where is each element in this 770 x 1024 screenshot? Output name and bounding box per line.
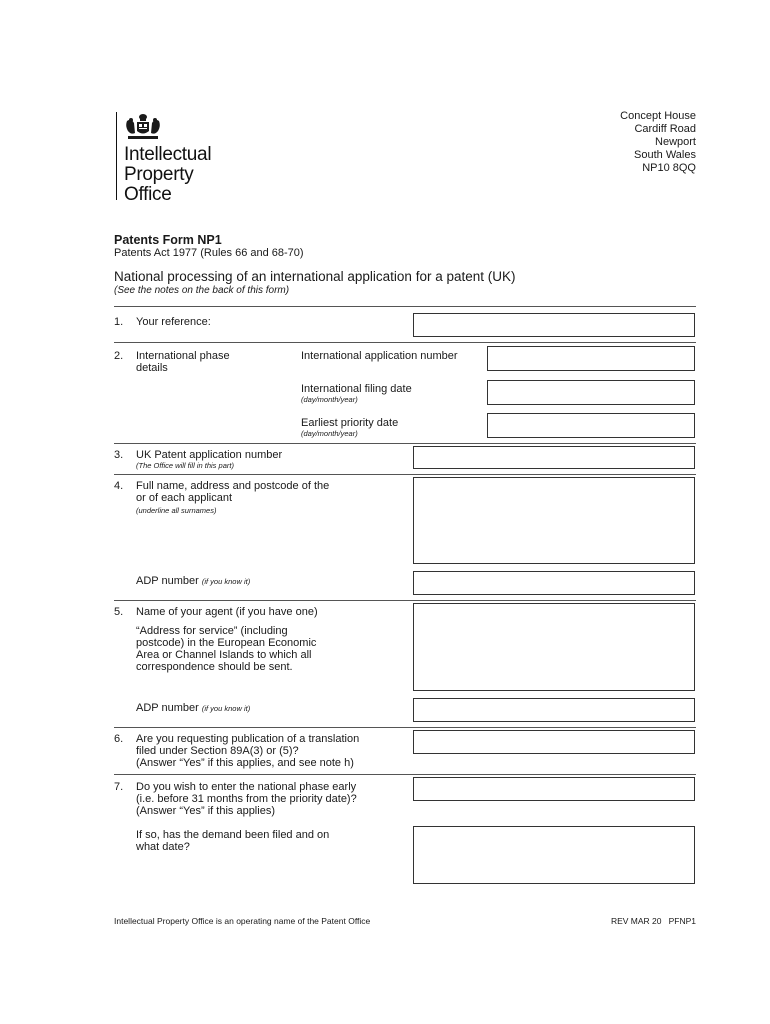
q2-label-line2: details <box>136 362 168 374</box>
adp-hint: (if you know it) <box>201 577 251 586</box>
q5-label: Name of your agent (if you have one) <box>136 606 318 618</box>
logo-line-2: Property <box>124 164 194 185</box>
ipo-logo-text <box>124 145 211 205</box>
your-reference-field[interactable] <box>413 313 695 337</box>
q4-adp-label <box>136 575 250 587</box>
q3-label: UK Patent application number <box>136 449 283 461</box>
logo-divider <box>116 112 117 200</box>
section-divider <box>114 474 696 475</box>
q4-label-line2: or of each applicant <box>136 492 233 504</box>
address-line: Cardiff Road <box>634 123 696 135</box>
adp-number-label: ADP number <box>136 702 199 714</box>
q4-hint: (underline all surnames) <box>136 506 217 515</box>
q5-service-line2: postcode) in the European Economic <box>136 637 317 649</box>
q5-service-line3: Area or Channel Islands to which all <box>136 649 312 661</box>
uk-patent-application-number-field[interactable] <box>413 446 695 469</box>
footer-note: Intellectual Property Office is an operating name of the Patent Office <box>114 916 371 926</box>
q1-number: 1. <box>114 316 124 328</box>
form-title: Patents Form NP1 <box>114 233 222 247</box>
applicant-adp-number-field[interactable] <box>413 571 695 595</box>
form-note: (See the notes on the back of this form) <box>114 285 290 296</box>
international-filing-date-label: International filing date <box>301 383 412 395</box>
address-line: NP10 8QQ <box>642 162 696 174</box>
address-line: Newport <box>655 136 696 148</box>
applicant-details-field[interactable] <box>413 477 695 564</box>
q6-line2: filed under Section 89A(3) or (5)? <box>136 745 299 757</box>
q7-line3: (Answer “Yes” if this applies) <box>136 805 275 817</box>
section-divider <box>114 342 696 343</box>
q7-demand-line1: If so, has the demand been filed and on <box>136 829 330 841</box>
q7-line2: (i.e. before 31 months from the priority date)? <box>136 793 357 805</box>
q1-label: Your reference: <box>136 316 211 328</box>
office-address <box>620 110 696 175</box>
logo-line-3: Office <box>124 184 172 205</box>
q6-line3: (Answer “Yes” if this applies, and see note h) <box>136 757 354 769</box>
early-national-phase-field[interactable] <box>413 777 695 801</box>
q6-line1: Are you requesting publication of a translation <box>136 733 360 745</box>
address-line: Concept House <box>620 110 696 122</box>
international-application-number-field[interactable] <box>487 346 695 371</box>
earliest-priority-date-label: Earliest priority date <box>301 417 399 429</box>
agent-adp-number-field[interactable] <box>413 698 695 722</box>
address-line: South Wales <box>634 149 696 161</box>
q2-label-line1: International phase <box>136 350 230 362</box>
section-divider <box>114 727 696 728</box>
priority-date-hint: (day/month/year) <box>301 429 358 438</box>
q7-demand-line2: what date? <box>136 841 190 853</box>
international-application-number-label: International application number <box>301 350 458 362</box>
q4-label-line1: Full name, address and postcode of the <box>136 480 330 492</box>
q5-adp-label <box>136 702 250 714</box>
translation-publication-field[interactable] <box>413 730 695 754</box>
form-act: Patents Act 1977 (Rules 66 and 68-70) <box>114 247 304 259</box>
q7-number: 7. <box>114 781 124 793</box>
earliest-priority-date-field[interactable] <box>487 413 695 438</box>
international-filing-date-field[interactable] <box>487 380 695 405</box>
form-revision: REV MAR 20 PFNP1 <box>610 916 696 926</box>
adp-number-label: ADP number <box>136 575 199 587</box>
section-divider <box>114 600 696 601</box>
q6-number: 6. <box>114 733 124 745</box>
section-divider <box>114 306 696 307</box>
q3-hint: (The Office will fill in this part) <box>136 461 234 470</box>
filing-date-hint: (day/month/year) <box>301 395 358 404</box>
section-divider <box>114 443 696 444</box>
q5-service-line1: “Address for service” (including <box>136 625 288 637</box>
section-divider <box>114 774 696 775</box>
q7-line1: Do you wish to enter the national phase early <box>136 781 357 793</box>
adp-hint: (if you know it) <box>201 704 251 713</box>
demand-filed-date-field[interactable] <box>413 826 695 884</box>
logo-line-1: Intellectual <box>124 144 212 165</box>
royal-coat-of-arms-icon <box>122 112 164 142</box>
agent-details-field[interactable] <box>413 603 695 691</box>
form-heading: National processing of an international application for a patent (UK) <box>114 269 516 284</box>
q4-number: 4. <box>114 480 124 492</box>
q5-number: 5. <box>114 606 124 618</box>
q3-number: 3. <box>114 449 124 461</box>
q5-service-line4: correspondence should be sent. <box>136 661 293 673</box>
q2-number: 2. <box>114 350 124 362</box>
